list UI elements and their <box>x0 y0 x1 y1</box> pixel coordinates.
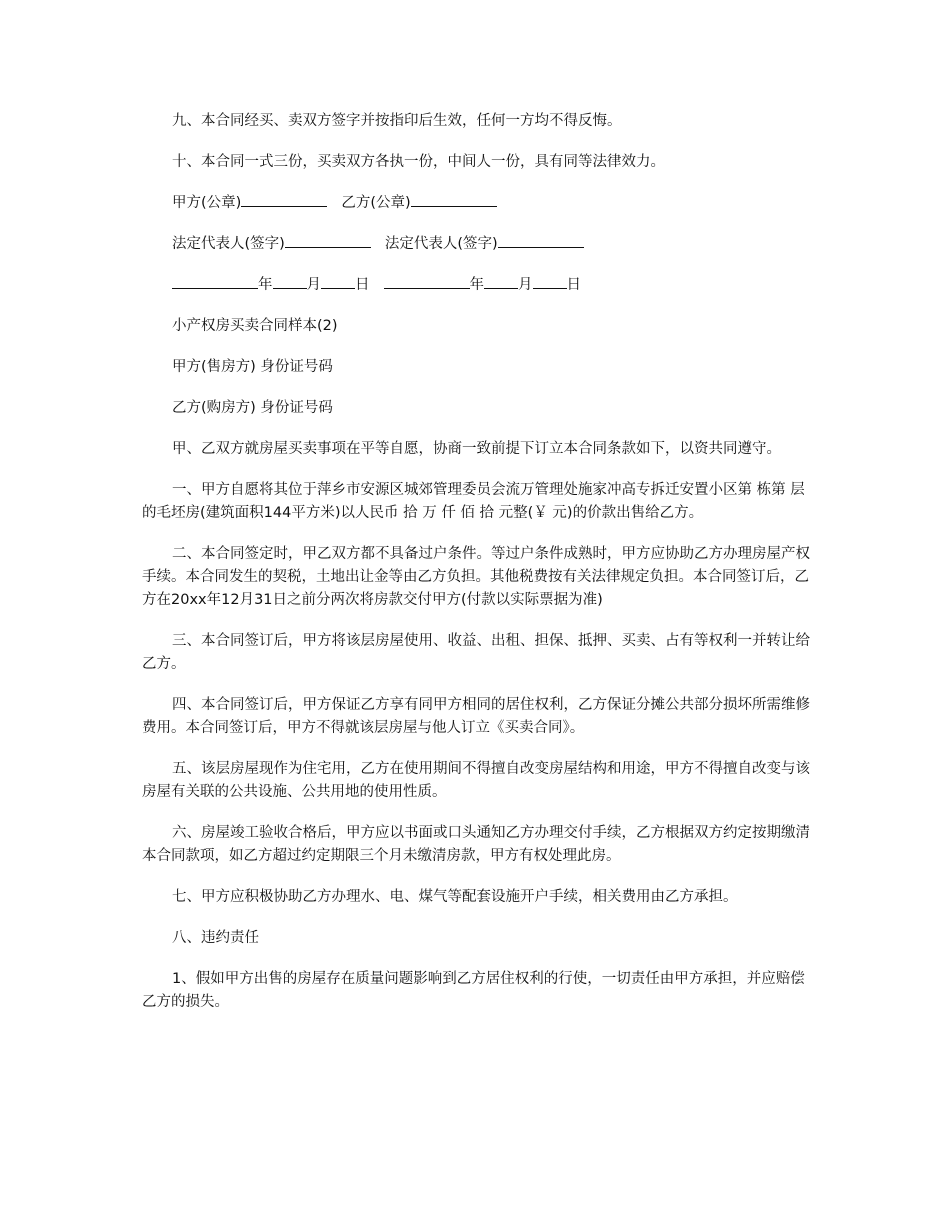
clause-10: 十、本合同一式三份，买卖双方各执一份，中间人一份，具有同等法律效力。 <box>172 154 665 170</box>
sample-title: 小产权房买卖合同样本(2) <box>172 318 338 334</box>
clause-5: 五、该层房屋现作为住宅用，乙方在使用期间不得擅自改变房屋结构和用途，甲方不得擅自改变与该房屋有关联的公共设施、公共用地的使用性质。 <box>142 761 810 800</box>
seal-row <box>142 192 810 215</box>
rep-a-label: 法定代表人(签字) <box>172 236 285 252</box>
month-label: 月 <box>306 277 321 293</box>
signature-line <box>498 246 584 248</box>
year-line <box>384 287 470 289</box>
rep-b-label: 法定代表人(签字) <box>384 236 498 252</box>
party-b-seal-label: 乙方(公章) <box>341 195 411 211</box>
representative-row <box>142 233 810 256</box>
breach-heading: 八、违约责任 <box>172 930 259 946</box>
year-label: 年 <box>258 277 273 293</box>
date-row <box>142 274 810 297</box>
month-line <box>484 287 518 289</box>
intro-paragraph: 甲、乙双方就房屋买卖事项在平等自愿，协商一致前提下订立本合同条款如下，以资共同遵守。 <box>172 441 781 457</box>
day-line <box>533 287 567 289</box>
day-label: 日 <box>355 277 370 293</box>
party-a-id: 甲方(售房方) 身份证号码 <box>172 359 333 375</box>
clause-1: 一、甲方自愿将其位于萍乡市安源区城郊管理委员会流万管理处施家冲高专拆迁安置小区第 栋第 层的毛坯房(建筑面积144平方米)以人民币 拾 万 仟 佰 拾 元整(￥ 元)的价款出售给乙方。 <box>142 482 805 521</box>
month-label: 月 <box>518 277 533 293</box>
year-label: 年 <box>469 277 484 293</box>
clause-9: 九、本合同经买、卖双方签字并按指印后生效，任何一方均不得反悔。 <box>172 113 622 129</box>
clause-6: 六、房屋竣工验收合格后，甲方应以书面或口头通知乙方办理交付手续，乙方根据双方约定按期缴清本合同款项，如乙方超过约定期限三个月未缴清房款，甲方有权处理此房。 <box>142 825 810 864</box>
party-a-seal-label: 甲方(公章) <box>172 195 242 211</box>
clause-4: 四、本合同签订后，甲方保证乙方享有同甲方相同的居住权利，乙方保证分摊公共部分损坏所需维修费用。本合同签订后，甲方不得就该层房屋与他人订立《买卖合同》。 <box>142 697 810 736</box>
signature-line <box>241 205 327 207</box>
day-label: 日 <box>566 277 581 293</box>
day-line <box>321 287 355 289</box>
signature-line <box>285 246 371 248</box>
year-line <box>172 287 258 289</box>
party-b-id: 乙方(购房方) 身份证号码 <box>172 400 333 416</box>
breach-item-1: 1、假如甲方出售的房屋存在质量问题影响到乙方居住权利的行使，一切责任由甲方承担，并应赔偿乙方的损失。 <box>142 971 805 1010</box>
month-line <box>273 287 307 289</box>
signature-line <box>411 205 497 207</box>
clause-2: 二、本合同签定时，甲乙双方都不具备过户条件。等过户条件成熟时，甲方应协助乙方办理房屋产权手续。本合同发生的契税，土地出让金等由乙方负担。其他税费按有关法律规定负担。本合同签订后，乙方在20xx年12月31日之前分两次将房款交付甲方(付款以实际票据为准) <box>142 546 810 608</box>
clause-3: 三、本合同签订后，甲方将该层房屋使用、收益、出租、担保、抵押、买卖、占有等权利一并转让给乙方。 <box>142 633 810 672</box>
clause-7: 七、甲方应积极协助乙方办理水、电、煤气等配套设施开户手续，相关费用由乙方承担。 <box>172 889 738 905</box>
